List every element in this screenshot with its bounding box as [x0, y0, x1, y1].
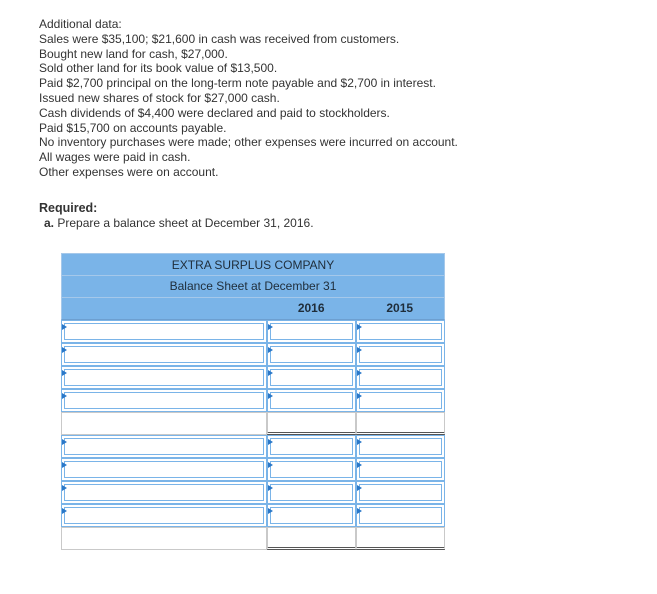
additional-line: Other expenses were on account. [39, 164, 219, 179]
dropdown-arrow-icon [62, 324, 67, 330]
dropdown-arrow-icon [268, 370, 273, 376]
required-item-a [44, 216, 314, 230]
amount-input-2015[interactable] [356, 320, 445, 343]
additional-line: Paid $2,700 principal on the long-term note payable and $2,700 in interest. [39, 76, 436, 91]
dropdown-arrow-icon [357, 485, 362, 491]
dropdown-arrow-icon [357, 393, 362, 399]
amount-input-2016[interactable] [267, 435, 356, 458]
total-row [61, 412, 445, 435]
column-header-2016: 2016 [297, 301, 325, 315]
account-dropdown[interactable] [61, 389, 267, 412]
additional-line: Paid $15,700 on accounts payable. [39, 120, 227, 135]
amount-input-2016[interactable] [267, 366, 356, 389]
dropdown-arrow-icon [268, 393, 273, 399]
dropdown-arrow-icon [357, 508, 362, 514]
account-dropdown[interactable] [61, 435, 267, 458]
additional-data [39, 17, 458, 180]
amount-input-2016[interactable] [267, 389, 356, 412]
account-dropdown[interactable] [61, 458, 267, 481]
dropdown-arrow-icon [268, 462, 273, 468]
dropdown-arrow-icon [357, 462, 362, 468]
company-name: EXTRA SURPLUS COMPANY [61, 253, 445, 276]
table-row [61, 320, 445, 343]
required-item-text: Prepare a balance sheet at December 31, 2016. [57, 216, 314, 230]
total-label-cell [61, 527, 267, 550]
amount-input-2015[interactable] [356, 504, 445, 527]
year-header-row [61, 298, 445, 320]
dropdown-arrow-icon [62, 393, 67, 399]
table-row [61, 481, 445, 504]
additional-line: All wages were paid in cash. [39, 150, 191, 165]
dropdown-arrow-icon [62, 347, 67, 353]
amount-input-2016[interactable] [267, 481, 356, 504]
amount-input-2015[interactable] [356, 389, 445, 412]
additional-line: No inventory purchases were made; other expenses were incurred on account. [39, 135, 458, 150]
additional-line: Issued new shares of stock for $27,000 cash. [39, 90, 280, 105]
additional-heading: Additional data: [39, 17, 122, 31]
amount-input-2015[interactable] [356, 481, 445, 504]
account-dropdown[interactable] [61, 320, 267, 343]
dropdown-arrow-icon [357, 439, 362, 445]
additional-line: Bought new land for cash, $27,000. [39, 46, 228, 61]
table-row [61, 504, 445, 527]
additional-line: Sales were $35,100; $21,600 in cash was received from customers. [39, 31, 400, 46]
total-label-cell [61, 412, 267, 435]
amount-input-2015[interactable] [356, 343, 445, 366]
amount-input-2016[interactable] [267, 320, 356, 343]
dropdown-arrow-icon [268, 508, 273, 514]
dropdown-arrow-icon [62, 508, 67, 514]
dropdown-arrow-icon [357, 370, 362, 376]
table-row [61, 343, 445, 366]
additional-line: Sold other land for its book value of $13,500. [39, 61, 278, 76]
table-row [61, 435, 445, 458]
amount-input-2016[interactable] [267, 458, 356, 481]
dropdown-arrow-icon [268, 324, 273, 330]
dropdown-arrow-icon [62, 439, 67, 445]
amount-input-2015[interactable] [356, 458, 445, 481]
label-column-header [62, 298, 267, 319]
account-dropdown[interactable] [61, 504, 267, 527]
total-row [61, 527, 445, 550]
dropdown-arrow-icon [268, 439, 273, 445]
total-2016-cell [267, 527, 356, 550]
total-2016-cell [267, 412, 356, 435]
additional-line: Cash dividends of $4,400 were declared and paid to stockholders. [39, 105, 390, 120]
amount-input-2016[interactable] [267, 343, 356, 366]
dropdown-arrow-icon [268, 485, 273, 491]
required-heading: Required: [39, 201, 98, 215]
dropdown-arrow-icon [268, 347, 273, 353]
amount-input-2016[interactable] [267, 504, 356, 527]
table-row [61, 366, 445, 389]
dropdown-arrow-icon [62, 462, 67, 468]
balance-sheet-table [61, 253, 445, 550]
amount-input-2015[interactable] [356, 366, 445, 389]
table-row [61, 458, 445, 481]
dropdown-arrow-icon [357, 324, 362, 330]
required-item-letter: a. [44, 216, 55, 230]
total-2015-cell [356, 412, 445, 435]
dropdown-arrow-icon [62, 370, 67, 376]
dropdown-arrow-icon [357, 347, 362, 353]
amount-input-2015[interactable] [356, 435, 445, 458]
dropdown-arrow-icon [62, 485, 67, 491]
total-2015-cell [356, 527, 445, 550]
statement-title: Balance Sheet at December 31 [61, 276, 445, 298]
account-dropdown[interactable] [61, 343, 267, 366]
account-dropdown[interactable] [61, 481, 267, 504]
table-row [61, 389, 445, 412]
column-header-2015: 2015 [386, 301, 414, 315]
account-dropdown[interactable] [61, 366, 267, 389]
